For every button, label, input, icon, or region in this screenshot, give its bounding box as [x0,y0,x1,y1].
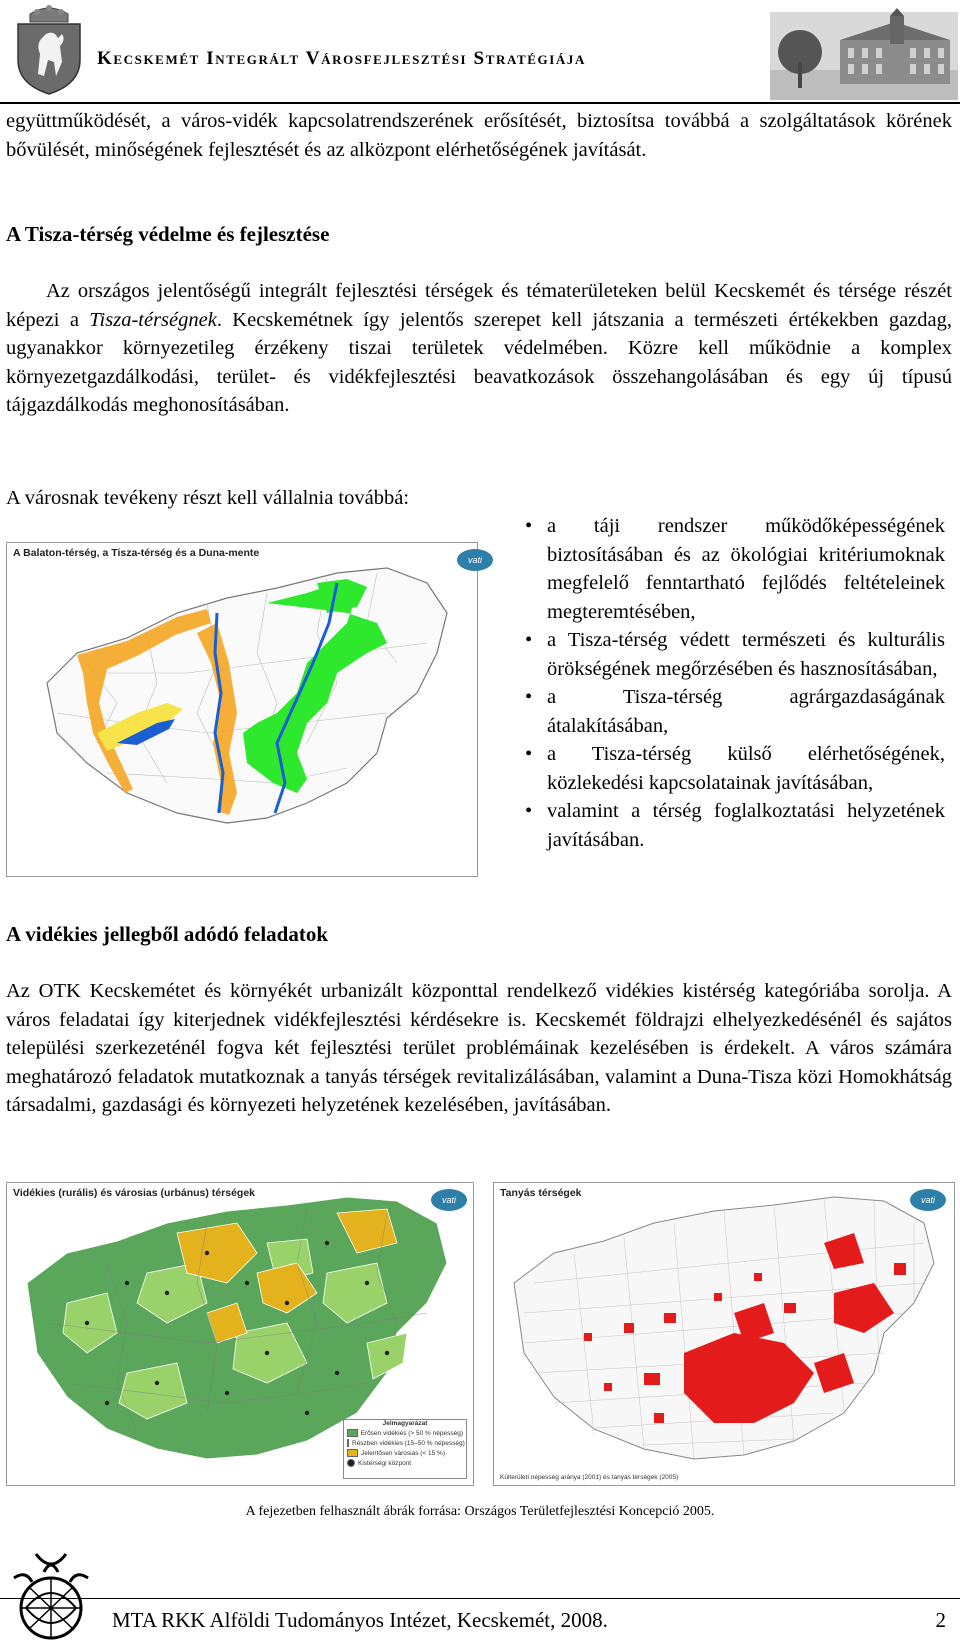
legend-swatch [347,1429,358,1437]
footer-institute-text: MTA RKK Alföldi Tudományos Intézet, Kecskemét, 2008. [112,1608,608,1632]
map-farmstead-areas [493,1182,955,1486]
tisza-paragraph-pre: Az országos jelentőségű integrált fejlesztési térségek és tématerületeken belül Kecskemét és térsége részét képezi a [6,280,952,331]
vati-logo-icon: vati [910,1189,946,1211]
legend-title: Jelmagyarázat [382,1420,428,1427]
bullet-icon: • [525,686,533,708]
legend-item: Jelentősen városias (< 15 %) [347,1449,463,1457]
bullet-icon: • [525,629,533,651]
map1-title: A Balaton-térség, a Tisza-térség és a Duna-mente [13,547,260,559]
vati-logo-icon: vati [457,549,493,571]
map3-drawing [494,1183,954,1485]
map-rural-urban-areas [6,1182,474,1486]
section-heading-tisza: A Tisza-térség védelme és fejlesztése [6,222,330,246]
list-item: • a Tisza-térség agrárgazdaságának átalakításában, [525,683,945,740]
rural-paragraph: Az OTK Kecskemétet és környékét urbanizált központtal rendelkező vidékies kistérség kategóriába sorolja. A város feladatai így kiterjednek vidékfejlesztési kérdésekre is. Kecskemét földrajzi elhelyezkedésénél és sajátos települési szerkezeténél fogva két fejlesztési terület problémáinak kezelésében is érdekelt. A város számára meghatározó feladatok mutatkoznak a tanyás térségek revitalizálásában, valamint a Duna-Tisza közi Homokhátság társadalmi, gazdasági és környezeti helyzetének kezelésében, javításában. [6,980,952,1116]
tisza-paragraph-emphasis: Tisza-térségnek [89,308,217,331]
list-item: • a Tisza-térség védett természeti és kulturális örökségének megőrzésében és hasznosításában, [525,626,945,683]
document-header-title: Kecskemét Integrált Városfejlesztési Stratégiája [97,48,586,69]
figure-source-caption: A fejezetben felhasznált ábrák forrása: Országos Területfejlesztési Koncepció 2005. [245,1504,715,1519]
legend-swatch [347,1449,358,1457]
map-balaton-tisza-duna [6,542,482,877]
map3-title: Tanyás térségek [500,1187,582,1199]
institute-logo [6,1548,96,1646]
vati-logo-icon: vati [431,1189,467,1211]
map3-note: Külterületi népesség aránya (2001) és tanyás térségek (2005) [500,1474,679,1481]
footer-rule [0,1598,960,1599]
tisza-paragraph-post: . Kecskemétnek így jelentős szerepet kell játszania a természeti értékekben gazdag, ugyanakkor környezetileg érzékeny tiszai területek védelmében. Közre kell működnie a komplex környezetgazdálkodási, terület- és vidékfejlesztési beavatkozások összehangolásában és egy új típusú tájgazdálkodás meghonosításában. [6,308,952,416]
legend-swatch [347,1439,349,1447]
list-item: • a táji rendszer működőképességének biztosításában és az ökológiai kritériumoknak megfelelő fenntartható fejlődés feltételeinek megteremtésében, [525,512,945,626]
map2-legend [343,1419,467,1479]
legend-item: Erősen vidékies (> 50 % népesség) [347,1429,463,1437]
list-item: • valamint a térség foglalkoztatási helyzetének javításában. [525,797,945,854]
tisza-task-list [525,512,945,854]
bullet-icon: • [525,515,533,537]
page-number: 2 [935,1608,946,1632]
header-rule [0,102,960,104]
legend-item: Kistérségi központ [347,1459,463,1467]
map1-drawing [7,543,477,876]
list-item: • a Tisza-térség külső elérhetőségének, közlekedési kapcsolatainak javításában, [525,740,945,797]
intro-paragraph: együttműködését, a város-vidék kapcsolatrendszerének erősítését, biztosítsa továbbá a szolgáltatások körének bővülését, minőségének fejlesztését és az alközpont elérhetőségének javítását. [6,110,952,161]
tasks-lead: A városnak tevékeny részt kell vállalnia továbbá: [6,487,410,509]
map2-title: Vidékies (rurális) és városias (urbánus) térségek [13,1187,256,1199]
legend-swatch [347,1459,355,1467]
legend-item: Részben vidékies (15–50 % népesség) [347,1439,463,1447]
bullet-icon: • [525,800,533,822]
bullet-icon: • [525,743,533,765]
tisza-paragraph [6,277,952,420]
city-coat-of-arms [10,4,88,96]
city-hall-photo [770,12,958,100]
section-heading-rural: A vidékies jellegből adódó feladatok [6,922,329,946]
